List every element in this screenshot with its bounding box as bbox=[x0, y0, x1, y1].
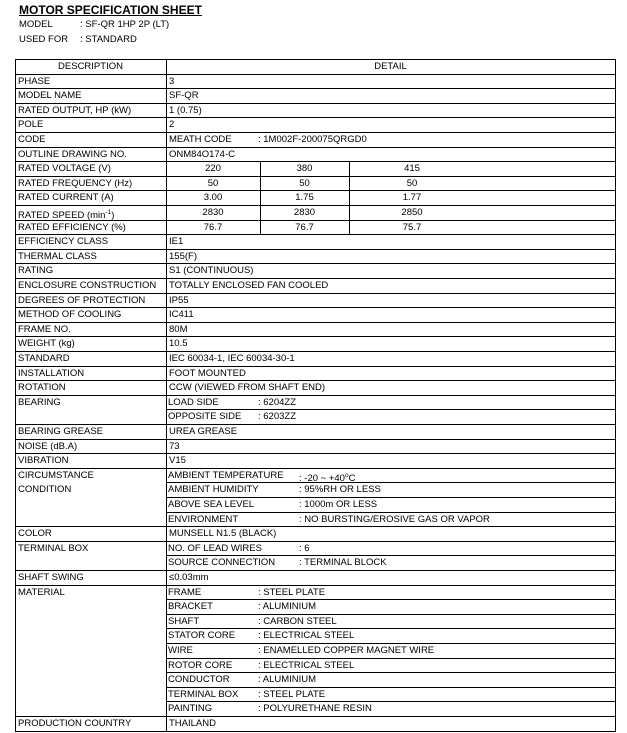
row-label: METHOD OF COOLING bbox=[18, 309, 122, 321]
row-value: IC411 bbox=[169, 309, 194, 321]
row-label: ENCLOSURE CONSTRUCTION bbox=[18, 280, 157, 291]
group-row-label: WIRE bbox=[168, 645, 193, 656]
superscript: o bbox=[344, 471, 349, 479]
row-label: CODE bbox=[18, 134, 46, 145]
row-label: EFFICIENCY CLASS bbox=[18, 236, 109, 248]
row-value: ONM84O174-C bbox=[169, 148, 235, 160]
row-value: S1 (CONTINUOUS) bbox=[169, 265, 254, 277]
row-value: 50 bbox=[207, 177, 219, 189]
group-row-cell bbox=[166, 701, 616, 717]
group-row-cell bbox=[166, 599, 616, 615]
row-value: 155(F) bbox=[169, 250, 197, 262]
row-label: STANDARD bbox=[18, 353, 70, 364]
header-description: DESCRIPTION bbox=[58, 61, 123, 72]
row-value: 415 bbox=[404, 163, 420, 175]
group-row-label: PAINTING bbox=[168, 703, 213, 715]
row-value: 1.77 bbox=[402, 192, 422, 204]
row-value: UREA GREASE bbox=[169, 426, 238, 437]
group-row-label: STATOR CORE bbox=[168, 630, 236, 642]
row-value-cell bbox=[166, 307, 616, 323]
row-label: RATED CURRENT (A) bbox=[18, 192, 114, 204]
group-row-label: FRAME bbox=[168, 586, 202, 598]
row-value: 2850 bbox=[401, 207, 423, 218]
row-value: IE1 bbox=[169, 236, 184, 248]
row-label: RATED EFFICIENCY (%) bbox=[18, 221, 126, 233]
row-label: DEGREES OF PROTECTION bbox=[18, 294, 146, 306]
group-row-cell bbox=[166, 658, 616, 674]
row-value-cell bbox=[166, 88, 616, 104]
row-value: 50 bbox=[299, 177, 310, 189]
row-value-cell bbox=[166, 453, 616, 469]
row-label: INSTALLATION bbox=[18, 367, 85, 379]
row-value-cell bbox=[166, 234, 616, 250]
row-value: 76.7 bbox=[295, 221, 314, 233]
row-label: PHASE bbox=[18, 75, 51, 87]
group-row-value: : ALUMINIUM bbox=[258, 601, 317, 613]
row-value-cell bbox=[166, 132, 616, 148]
row-value: 3 bbox=[169, 75, 175, 87]
group-row-value: : ELECTRICAL STEEL bbox=[258, 630, 355, 642]
row-sub-label: MEATH CODE bbox=[169, 134, 232, 145]
group-label: BEARING bbox=[18, 396, 61, 408]
group-row-label: NO. OF LEAD WIRES bbox=[168, 542, 262, 554]
row-label: RATED FREQUENCY (Hz) bbox=[18, 177, 133, 189]
group-row-label: ROTOR CORE bbox=[168, 659, 233, 671]
row-label: RATING bbox=[18, 265, 54, 277]
row-label: RATED OUTPUT, HP (kW) bbox=[18, 104, 132, 116]
row-label: FRAME NO. bbox=[18, 323, 71, 335]
group-row-value: : TERMINAL BLOCK bbox=[299, 557, 387, 569]
row-value: MUNSELL N1.5 (BLACK) bbox=[169, 528, 277, 540]
row-value: 380 bbox=[296, 163, 313, 175]
superscript-suffix: C bbox=[348, 472, 356, 484]
row-value-cell bbox=[166, 716, 616, 732]
row-value-cell bbox=[166, 103, 616, 119]
row-value: : 1M002F-200075QRGD0 bbox=[258, 134, 367, 145]
row-value-cell bbox=[166, 439, 616, 455]
group-row-cell bbox=[166, 395, 616, 411]
row-value: 50 bbox=[406, 177, 418, 189]
row-value: 75.7 bbox=[402, 221, 422, 233]
group-label: CONDITION bbox=[18, 484, 72, 496]
row-label: ROTATION bbox=[18, 382, 66, 394]
group-row-label: ENVIRONMENT bbox=[168, 513, 239, 525]
header-detail: DETAIL bbox=[374, 61, 407, 72]
group-row-value: : 1000m OR LESS bbox=[299, 499, 378, 510]
row-value: 80M bbox=[169, 323, 188, 335]
specification-table bbox=[15, 59, 615, 728]
row-label: WEIGHT (kg) bbox=[18, 338, 75, 350]
group-row-value: : 6 bbox=[299, 542, 310, 554]
group-row-label: CONDUCTOR bbox=[168, 674, 230, 686]
row-value: 73 bbox=[169, 440, 180, 452]
row-value: 1.75 bbox=[295, 192, 314, 204]
row-label: POLE bbox=[18, 119, 44, 131]
group-row-value: : ELECTRICAL STEEL bbox=[258, 659, 355, 671]
group-label-cell bbox=[15, 585, 167, 717]
row-label: NOISE (dB.A) bbox=[18, 440, 78, 452]
row-value: CCW (VIEWED FROM SHAFT END) bbox=[169, 382, 326, 394]
row-value-cell bbox=[166, 336, 616, 352]
row-value-cell bbox=[166, 74, 616, 90]
row-value-cell bbox=[166, 117, 616, 133]
row-value: V15 bbox=[169, 455, 186, 467]
row-value-cell bbox=[166, 570, 616, 586]
group-label: CIRCUMSTANCE bbox=[18, 469, 94, 481]
group-row-label: AMBIENT HUMIDITY bbox=[168, 484, 259, 496]
group-row-value: : NO BURSTING/EROSIVE GAS OR VAPOR bbox=[299, 513, 490, 525]
group-row-value: : 6203ZZ bbox=[258, 411, 297, 423]
group-row-label: LOAD SIDE bbox=[168, 396, 219, 408]
group-row-value: : STEEL PLATE bbox=[258, 586, 326, 598]
group-row-value: : 6204ZZ bbox=[258, 396, 297, 408]
row-value: TOTALLY ENCLOSED FAN COOLED bbox=[169, 280, 329, 291]
row-value-cell bbox=[166, 322, 616, 338]
row-label: OUTLINE DRAWING NO. bbox=[18, 148, 127, 160]
superscript: -1 bbox=[105, 209, 112, 216]
row-value: 10.5 bbox=[169, 338, 188, 350]
row-value: 76.7 bbox=[203, 221, 223, 233]
row-value: IEC 60034-1, IEC 60034-30-1 bbox=[169, 353, 295, 364]
row-value-cell bbox=[166, 293, 616, 309]
group-row-label: SOURCE CONNECTION bbox=[168, 557, 276, 569]
row-label: BEARING GREASE bbox=[18, 426, 103, 437]
row-label: RATED SPEED $(\min^{-1})$ bbox=[18, 209, 115, 222]
group-row-label: AMBIENT TEMPERATURE bbox=[168, 469, 284, 481]
group-row-value: : STEEL PLATE bbox=[258, 688, 326, 700]
meta-value: : SF-QR 1HP 2P (LT) bbox=[80, 19, 170, 30]
row-value: 2830 bbox=[202, 207, 224, 218]
row-label: PRODUCTION COUNTRY bbox=[18, 718, 132, 729]
group-row-value: : 95%RH OR LESS bbox=[299, 484, 381, 496]
row-label: MODEL NAME bbox=[18, 90, 82, 102]
row-value: 2 bbox=[169, 119, 175, 131]
group-row-label: ABOVE SEA LEVEL bbox=[168, 499, 255, 510]
group-row-label: BRACKET bbox=[168, 601, 213, 613]
group-label: MATERIAL bbox=[18, 586, 65, 598]
group-row-cell bbox=[166, 585, 616, 601]
meta-label: MODEL bbox=[19, 19, 53, 30]
row-value: 1 (0.75) bbox=[169, 104, 202, 116]
meta-label: USED FOR bbox=[19, 34, 69, 45]
group-row-value: : CARBON STEEL bbox=[258, 615, 337, 627]
group-row-value: : ALUMINIUM bbox=[258, 674, 317, 686]
group-row-value: : -20 ~ $+40^oC$ bbox=[299, 471, 356, 484]
group-row-label: OPPOSITE SIDE bbox=[168, 411, 242, 423]
row-label: COLOR bbox=[18, 528, 52, 540]
group-row-label: TERMINAL BOX bbox=[168, 688, 239, 700]
row-value-cell bbox=[166, 249, 616, 265]
group-label: TERMINAL BOX bbox=[18, 542, 89, 554]
row-label: VIBRATION bbox=[18, 455, 69, 467]
row-value: THAILAND bbox=[169, 718, 216, 729]
row-label: SHAFT SWING bbox=[18, 572, 84, 583]
group-row-cell bbox=[166, 672, 616, 688]
group-row-cell bbox=[166, 614, 616, 630]
group-row-label: SHAFT bbox=[168, 615, 200, 627]
row-value: IP55 bbox=[169, 294, 189, 306]
row-label: THERMAL CLASS bbox=[18, 250, 97, 262]
row-label: RATED VOLTAGE (V) bbox=[18, 163, 111, 175]
sheet-title: MOTOR SPECIFICATION SHEET bbox=[19, 3, 202, 17]
row-value: ≤0.03mm bbox=[169, 572, 209, 583]
row-value: 220 bbox=[205, 163, 221, 175]
row-value: SF-QR bbox=[169, 90, 199, 102]
superscript-suffix: ) bbox=[111, 210, 115, 222]
row-value: 2830 bbox=[293, 207, 316, 218]
meta-value: : STANDARD bbox=[80, 34, 137, 45]
group-row-value: : ENAMELLED COPPER MAGNET WIRE bbox=[258, 645, 435, 656]
row-value: FOOT MOUNTED bbox=[169, 367, 246, 379]
row-value: 3.00 bbox=[203, 192, 223, 204]
group-row-value: : POLYURETHANE RESIN bbox=[258, 703, 372, 715]
